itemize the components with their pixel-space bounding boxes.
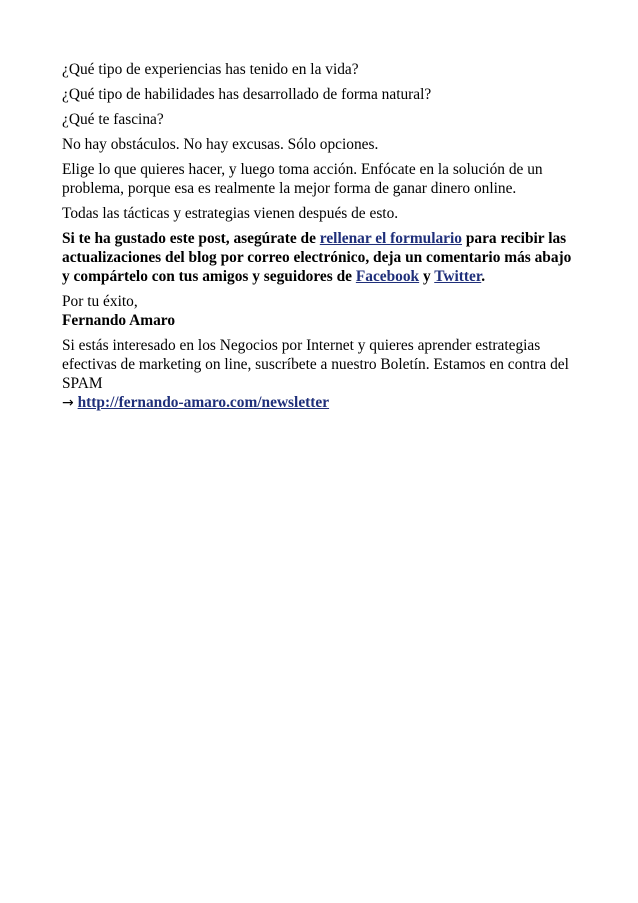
twitter-link[interactable]: Twitter [434,268,482,285]
cta-text-3: y [419,268,435,285]
question-experiences: ¿Qué tipo de experiencias has tenido en la vida? [62,61,359,78]
newsletter-link[interactable]: http://fernando-amaro.com/newsletter [77,394,330,411]
author-name: Fernando Amaro [62,312,176,329]
call-to-action-paragraph [62,229,580,286]
newsletter-paragraph [62,336,580,413]
tactics-paragraph: Todas las tácticas y estrategias vienen después de esto. [62,205,399,222]
cta-text-4: . [481,268,486,285]
arrow-right-icon: → [62,395,74,411]
advice-paragraph: Elige lo que quieres hacer, y luego toma acción. Enfócate en la solución de un problema, porque esa es realmente la mejor forma de ganar dinero online. [62,161,543,197]
signoff-closing: Por tu éxito, [62,293,138,310]
cta-text-2: para recibir las actualizaciones del blog por correo electrónico, deja un comentario más abajo y compártelo con tus amigos y seguidores de [62,230,572,285]
cta-text-1: Si te ha gustado este post, asegúrate de [62,230,320,247]
facebook-link[interactable]: Facebook [355,268,420,285]
form-link[interactable]: rellenar el formulario [319,230,462,247]
question-skills: ¿Qué tipo de habilidades has desarrollado de forma natural? [62,86,432,103]
signoff [62,292,580,330]
newsletter-text: Si estás interesado en los Negocios por Internet y quieres aprender estrategias efectivas de marketing on line, suscríbete a nuestro Boletín. Estamos en contra del SPAM [62,337,569,392]
motto-paragraph: No hay obstáculos. No hay excusas. Sólo opciones. [62,136,379,153]
question-fascination: ¿Qué te fascina? [62,111,164,128]
document-body [62,60,580,419]
